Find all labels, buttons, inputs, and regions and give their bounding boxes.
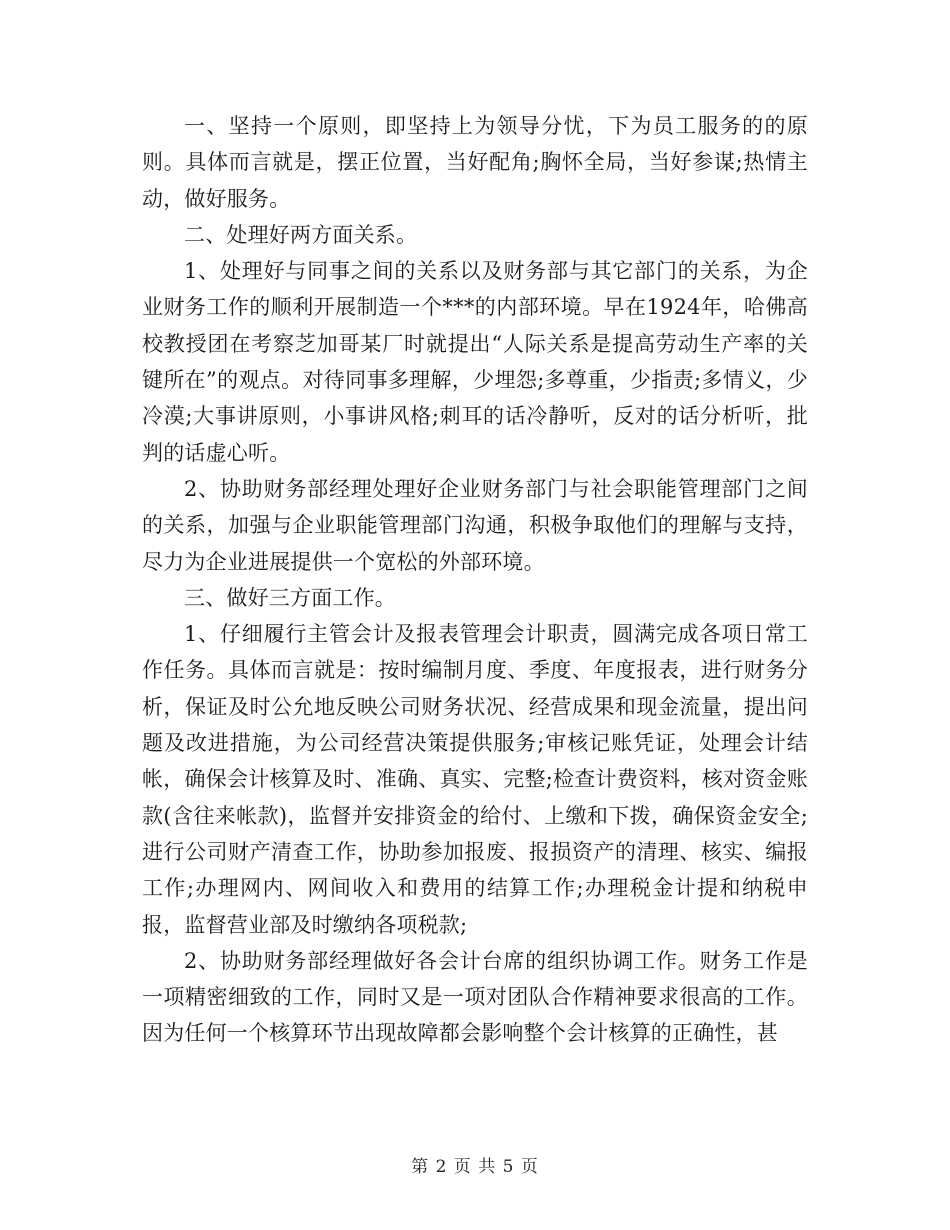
paragraph-accounting-duties: 1、仔细履行主管会计及报表管理会计职责，圆满完成各项日常工作任务。具体而言就是：按时编制月度、季度、年度报表，进行财务分析，保证及时公允地反映公司财务状况、经营成果和现金流量，提出问题及改进措施，为公司经营决策提供服务;审核记账凭证，处理会计结帐，确保会计核算及时、准确、真实、完整;检查计费资料，核对资金账款(含往来帐款)，监督并安排资金的给付、上缴和下拨，确保资金安全;进行公司财产清查工作，协助参加报废、报损资产的清理、核实、编报工作;办理网内、网间收入和费用的结算工作;办理税金计提和纳税申报，监督营业部及时缴纳各项税款; (142, 622, 808, 937)
paragraph-coordination: 2、协助财务部经理做好各会计台席的组织协调工作。财务工作是一项精密细致的工作，同时又是一项对团队合作精神要求很高的工作。因为任何一个核算环节出现故障都会影响整个会计核算的正确性，甚 (142, 948, 808, 1046)
paragraph-external-relations: 2、协助财务部经理处理好企业财务部门与社会职能管理部门之间的关系，加强与企业职能管理部门沟通，积极争取他们的理解与支持，尽力为企业进展提供一个宽松的外部环境。 (142, 476, 808, 574)
paragraph-colleague-relations: 1、处理好与同事之间的关系以及财务部与其它部门的关系，为企业财务工作的顺利开展制造一个***的内部环境。早在1924年，哈佛高校教授团在考察芝加哥某厂时就提出“人际关系是提高劳动生产率的关键所在”的观点。对待同事多理解，少埋怨;多尊重，少指责;多情义，少冷漠;大事讲原则，小事讲风格;刺耳的话冷静听，反对的话分析听，批判的话虚心听。 (142, 259, 808, 465)
paragraph-principle: 一、坚持一个原则，即坚持上为领导分忧，下为员工服务的的原则。具体而言就是，摆正位置，当好配角;胸怀全局，当好参谋;热情主动，做好服务。 (142, 114, 808, 211)
document-body (142, 108, 808, 1052)
heading-three-tasks: 三、做好三方面工作。 (184, 585, 396, 610)
heading-two-relations: 二、处理好两方面关系。 (184, 222, 418, 247)
page-number-footer: 第 2 页 共 5 页 (411, 1157, 539, 1177)
